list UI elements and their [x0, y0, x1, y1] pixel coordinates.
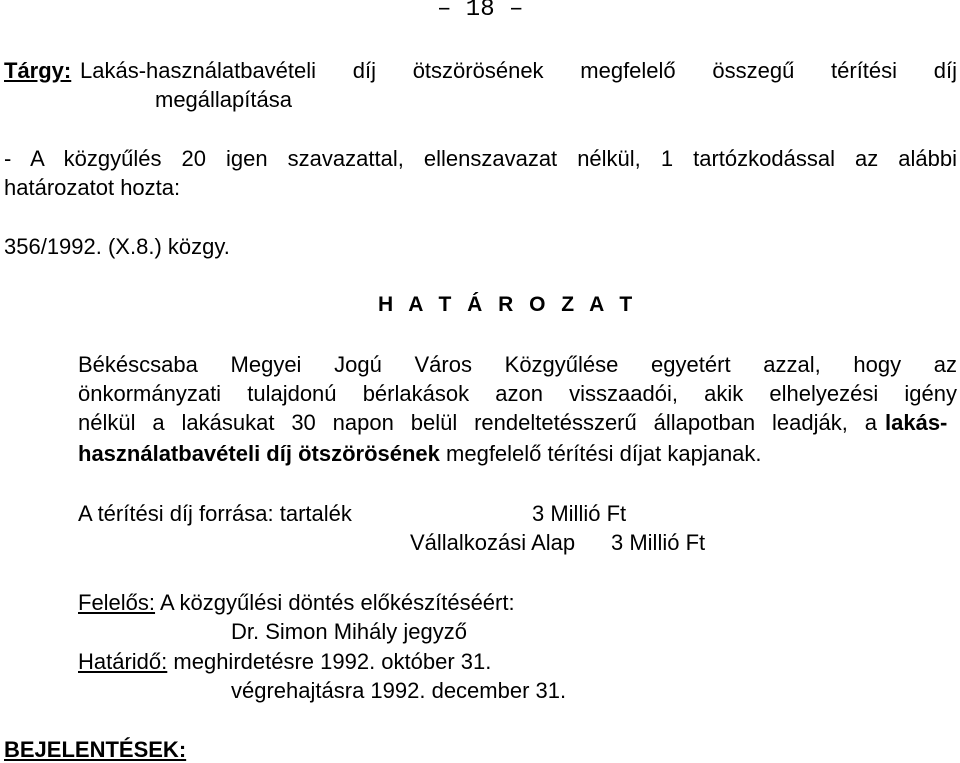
responsible-person: Dr. Simon Mihály jegyző: [231, 619, 467, 644]
vote-text-continued: határozatot hozta:: [4, 175, 181, 200]
body-line-1: Békéscsaba Megyei Jogú Város Közgyűlése egyetért azzal, hogy az: [78, 352, 957, 377]
body-line-4-bold: használatbavételi díj ötszörösének: [78, 441, 440, 466]
page-number: – 18 –: [437, 0, 524, 23]
resolution-number: 356/1992. (X.8.) közgy.: [4, 234, 230, 259]
subject-line: [4, 57, 958, 84]
responsible-label: Felelős:: [78, 590, 156, 615]
responsible-line: [78, 589, 515, 616]
deadline-label: Határidő:: [78, 649, 168, 674]
deadline-line: [78, 648, 491, 675]
deadline-text: meghirdetésre 1992. október 31.: [167, 649, 492, 674]
funding-fund-2: Vállalkozási Alap: [410, 530, 576, 555]
report-heading: BEJELENTÉSEK:: [4, 737, 187, 762]
resolution-heading: H A T Á R O Z A T: [378, 293, 638, 316]
responsible-text: A közgyűlési döntés előkészítéséért:: [155, 590, 515, 615]
funding-amount-1: 3 Millió Ft: [532, 501, 627, 526]
vote-text: - A közgyűlés 20 igen szavazattal, ellenszavazat nélkül, 1 tartózkodással az alábbi: [4, 146, 957, 171]
body-line-3: [78, 409, 957, 436]
funding-label: A térítési díj forrása: tartalék: [78, 501, 352, 526]
subject-text-continued: megállapítása: [155, 87, 292, 112]
body-line-4-text: megfelelő térítési díjat kapjanak.: [439, 441, 762, 466]
subject-text: Lakás-használatbavételi díj ötszörösének megfelelő összegű térítési díj: [80, 58, 957, 83]
body-line-3-text: nélkül a lakásukat 30 napon belül rendeltetésszerű állapotban leadják, a: [78, 410, 877, 435]
body-line-3-bold: lakás-: [885, 410, 948, 435]
funding-amount-2: 3 Millió Ft: [611, 530, 706, 555]
subject-label: Tárgy:: [4, 58, 72, 83]
body-line-4: [78, 440, 762, 467]
body-line-2: önkormányzati tulajdonú bérlakások azon visszaadói, akik elhelyezési igény: [78, 381, 957, 406]
deadline-text-2: végrehajtásra 1992. december 31.: [231, 678, 567, 703]
